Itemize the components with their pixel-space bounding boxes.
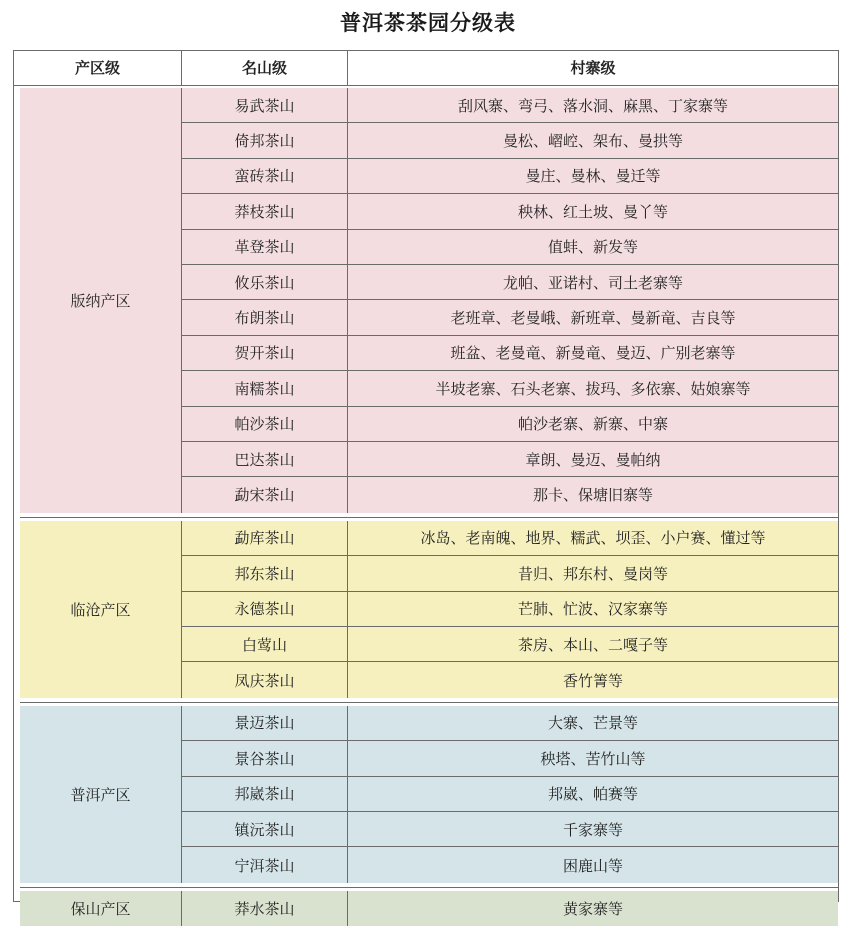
region-separator xyxy=(20,887,838,888)
region-separator xyxy=(20,702,838,703)
village-cell: 曼松、嶍崆、架布、曼拱等 xyxy=(502,132,683,151)
village-cell: 帕沙老寨、新寨、中寨 xyxy=(517,415,668,434)
mountain-cell: 勐库茶山 xyxy=(182,521,348,555)
village-cell: 刮风寨、弯弓、落水洞、麻黑、丁家寨等 xyxy=(457,96,728,115)
village-cell: 秧塔、苦竹山等 xyxy=(540,749,646,768)
table-row xyxy=(182,627,838,662)
table-row xyxy=(182,159,838,194)
region-separator xyxy=(20,517,838,518)
village-cell: 曼庄、曼林、曼迁等 xyxy=(525,167,661,186)
table-header xyxy=(14,51,838,86)
table-row xyxy=(182,88,838,123)
table-row xyxy=(182,371,838,406)
table-row xyxy=(182,706,838,741)
table-row xyxy=(182,407,838,442)
region-name: 版纳产区 xyxy=(20,88,182,513)
mountain-cell: 贺开茶山 xyxy=(182,336,348,370)
table-row xyxy=(182,891,838,926)
table-row xyxy=(182,336,838,371)
region-block xyxy=(20,88,838,513)
table-row xyxy=(182,556,838,591)
mountain-cell: 倚邦茶山 xyxy=(182,123,348,157)
region-rows xyxy=(182,706,838,883)
village-cell: 大寨、芒景等 xyxy=(547,714,638,733)
region-name: 临沧产区 xyxy=(20,521,182,698)
region-block xyxy=(20,521,838,698)
mountain-cell: 南糯茶山 xyxy=(182,371,348,405)
table-row xyxy=(182,592,838,627)
table-row xyxy=(182,477,838,512)
village-cell: 龙帕、亚诺村、司土老寨等 xyxy=(502,273,683,292)
table-row xyxy=(182,300,838,335)
table-row xyxy=(182,777,838,812)
mountain-cell: 莽枝茶山 xyxy=(182,194,348,228)
header-region: 产区级 xyxy=(14,51,182,85)
region-block xyxy=(20,891,838,926)
village-cell: 茶房、本山、二嘎子等 xyxy=(517,635,668,654)
village-cell: 困鹿山等 xyxy=(562,856,623,875)
table-row xyxy=(182,194,838,229)
mountain-cell: 攸乐茶山 xyxy=(182,265,348,299)
mountain-cell: 勐宋茶山 xyxy=(182,477,348,512)
tea-garden-table xyxy=(13,50,839,918)
village-cell: 冰岛、老南魄、地界、糯武、坝歪、小户赛、懂过等 xyxy=(420,529,766,548)
village-cell: 昔归、邦东村、曼岗等 xyxy=(517,564,668,583)
village-cell: 班盆、老曼竜、新曼竜、曼迈、广别老寨等 xyxy=(450,344,736,363)
village-cell: 千家寨等 xyxy=(562,820,623,839)
mountain-cell: 布朗茶山 xyxy=(182,300,348,334)
village-cell: 值蚌、新发等 xyxy=(547,238,638,257)
table-row xyxy=(182,812,838,847)
header-village: 村寨级 xyxy=(570,59,616,77)
table-row xyxy=(182,521,838,556)
mountain-cell: 镇沅茶山 xyxy=(182,812,348,846)
mountain-cell: 易武茶山 xyxy=(182,88,348,122)
mountain-cell: 景谷茶山 xyxy=(182,741,348,775)
village-cell: 香竹箐等 xyxy=(562,671,623,690)
village-cell: 半坡老寨、石头老寨、拔玛、多依寨、姑娘寨等 xyxy=(435,379,751,398)
mountain-cell: 白莺山 xyxy=(182,627,348,661)
region-name: 保山产区 xyxy=(20,891,182,926)
mountain-cell: 景迈茶山 xyxy=(182,706,348,740)
page-title: 普洱茶茶园分级表 xyxy=(340,11,516,35)
table-row xyxy=(182,442,838,477)
header-mountain: 名山级 xyxy=(182,51,348,85)
village-cell: 秧林、红土坡、曼丫等 xyxy=(517,202,668,221)
table-row xyxy=(182,741,838,776)
mountain-cell: 蛮砖茶山 xyxy=(182,159,348,193)
village-cell: 那卡、保塘旧寨等 xyxy=(532,486,653,505)
table-row xyxy=(182,230,838,265)
table-row xyxy=(182,123,838,158)
mountain-cell: 莽水茶山 xyxy=(182,891,348,926)
mountain-cell: 邦东茶山 xyxy=(182,556,348,590)
mountain-cell: 巴达茶山 xyxy=(182,442,348,476)
mountain-cell: 宁洱茶山 xyxy=(182,847,348,882)
region-block xyxy=(20,706,838,883)
village-cell: 芒肺、忙波、汉家寨等 xyxy=(517,600,668,619)
mountain-cell: 帕沙茶山 xyxy=(182,407,348,441)
mountain-cell: 永德茶山 xyxy=(182,592,348,626)
mountain-cell: 邦崴茶山 xyxy=(182,777,348,811)
village-cell: 黄家寨等 xyxy=(562,899,623,918)
table-row xyxy=(182,662,838,697)
village-cell: 老班章、老曼峨、新班章、曼新竜、吉良等 xyxy=(450,309,736,328)
table-row xyxy=(182,265,838,300)
region-rows xyxy=(182,88,838,513)
region-rows xyxy=(182,521,838,698)
region-rows xyxy=(182,891,838,926)
mountain-cell: 凤庆茶山 xyxy=(182,662,348,697)
region-name: 普洱产区 xyxy=(20,706,182,883)
village-cell: 邦崴、帕赛等 xyxy=(547,785,638,804)
mountain-cell: 革登茶山 xyxy=(182,230,348,264)
table-row xyxy=(182,847,838,882)
village-cell: 章朗、曼迈、曼帕纳 xyxy=(525,450,661,469)
